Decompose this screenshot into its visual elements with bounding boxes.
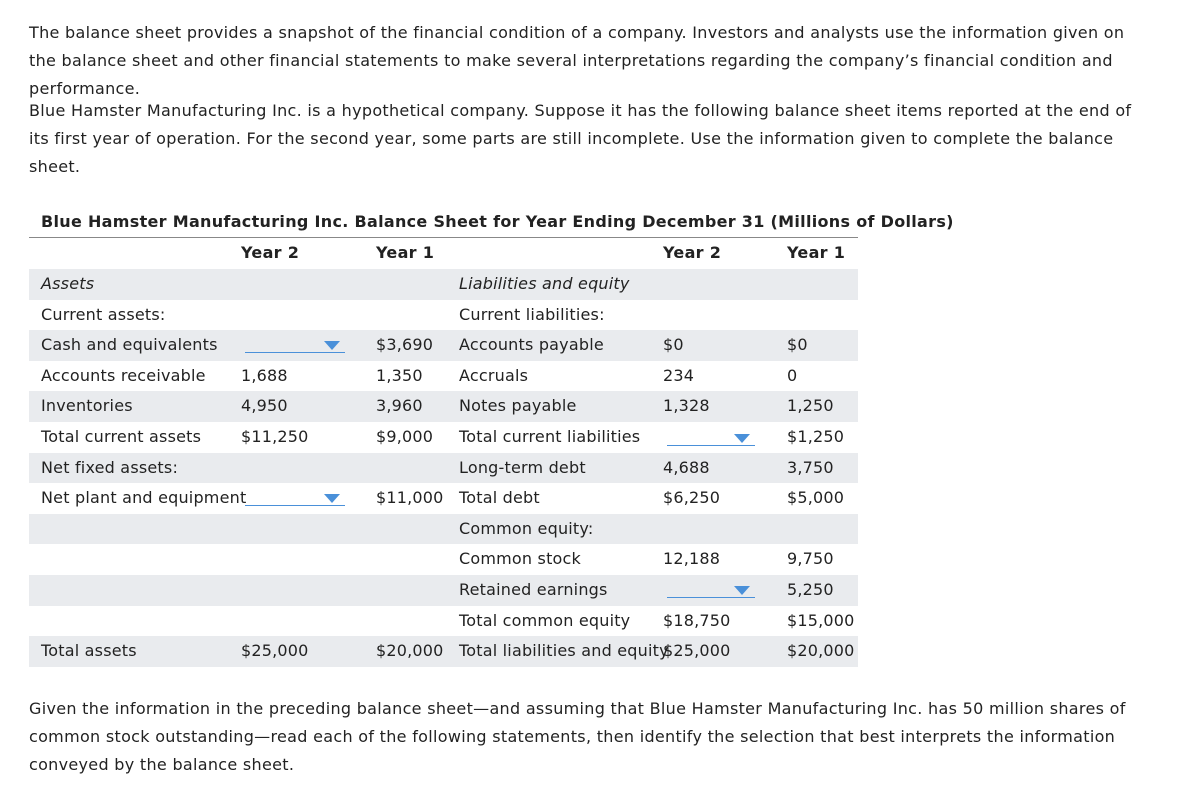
table-row bbox=[29, 391, 858, 422]
row-value-left-y2: 1,688 bbox=[241, 365, 288, 385]
total-current-liabilities-year2-dropdown[interactable] bbox=[667, 431, 755, 446]
row-value-left-y2: $25,000 bbox=[241, 641, 309, 661]
row-label-right: Accounts payable bbox=[459, 335, 604, 355]
intro-paragraph-1: The balance sheet provides a snapshot of the financial condition of a company. Investors and analysts use the information given on the balance sheet and other financial statements to make several interpretations regarding the company’s financial condition and performance. bbox=[29, 23, 1125, 98]
row-value-left-y1: 3,960 bbox=[376, 396, 423, 416]
row-label-left: Inventories bbox=[41, 396, 133, 416]
closing-paragraph: Given the information in the preceding balance sheet—and assuming that Blue Hamster Manufacturing Inc. has 50 million shares of common stock outstanding—read each of the following statements, then identify the selection that best interprets the information conveyed by the balance sheet. bbox=[29, 699, 1126, 774]
row-label-right: Notes payable bbox=[459, 396, 577, 416]
row-label-right: Total debt bbox=[459, 488, 540, 508]
balance-sheet-title: Blue Hamster Manufacturing Inc. Balance Sheet for Year Ending December 31 (Millions of Dollars) bbox=[41, 212, 954, 231]
row-value-right-y1: 9,750 bbox=[787, 549, 834, 569]
row-value-left-y2: 4,950 bbox=[241, 396, 288, 416]
table-row bbox=[29, 636, 858, 667]
row-value-right-y2: 12,188 bbox=[663, 549, 721, 569]
table-row bbox=[29, 269, 858, 300]
row-value-right-y2: 1,328 bbox=[663, 396, 710, 416]
row-value-right-y1: $15,000 bbox=[787, 610, 855, 630]
row-value-right-y1: $20,000 bbox=[787, 641, 855, 661]
row-label-right: Common equity: bbox=[459, 518, 594, 538]
row-value-left-y1: $9,000 bbox=[376, 427, 434, 446]
row-value-right-y1: $5,000 bbox=[787, 488, 845, 508]
row-value-right-y1: $0 bbox=[787, 335, 808, 355]
table-row bbox=[29, 606, 858, 637]
row-value-left-y1: $20,000 bbox=[376, 641, 444, 661]
row-label-right: Common stock bbox=[459, 549, 582, 569]
row-value-left-y2: $11,250 bbox=[241, 427, 309, 446]
table-row bbox=[29, 422, 858, 453]
row-label-right: Total current liabilities bbox=[459, 427, 641, 446]
row-label-right: Liabilities and equity bbox=[459, 274, 630, 293]
header-assets-year1: Year 1 bbox=[376, 243, 435, 262]
row-value-right-y2: 234 bbox=[663, 365, 695, 385]
row-value-right-y1: 3,750 bbox=[787, 457, 834, 477]
row-value-right-y1: 0 bbox=[787, 365, 798, 385]
row-value-left-y1: 1,350 bbox=[376, 365, 423, 385]
row-value-left-y1: $3,690 bbox=[376, 335, 434, 355]
row-label-left: Accounts receivable bbox=[41, 365, 206, 385]
row-value-left-y1: $11,000 bbox=[376, 488, 444, 508]
row-value-right-y2: $6,250 bbox=[663, 488, 721, 508]
table-row bbox=[29, 575, 858, 606]
table-row bbox=[29, 514, 858, 545]
row-value-right-y2: $18,750 bbox=[663, 610, 731, 630]
title-divider bbox=[29, 237, 858, 238]
row-label-left: Current assets: bbox=[41, 304, 166, 324]
table-row bbox=[29, 330, 858, 361]
table-row bbox=[29, 453, 858, 484]
table-row bbox=[29, 483, 858, 514]
row-label-right: Current liabilities: bbox=[459, 304, 605, 324]
row-value-right-y2: $0 bbox=[663, 335, 684, 355]
row-label-left: Total current assets bbox=[41, 427, 202, 446]
table-row bbox=[29, 300, 858, 331]
row-value-right-y1: 1,250 bbox=[787, 396, 834, 416]
row-label-right: Retained earnings bbox=[459, 580, 608, 599]
row-label-right: Total common equity bbox=[459, 610, 631, 630]
intro-paragraph-2: Blue Hamster Manufacturing Inc. is a hypothetical company. Suppose it has the following balance sheet items reported at the end of its first year of operation. For the second year, some parts are still incomplete. Use the information given to complete the balance sheet. bbox=[29, 101, 1132, 176]
row-value-right-y1: 5,250 bbox=[787, 580, 834, 599]
row-label-left: Net fixed assets: bbox=[41, 457, 179, 477]
net-plant-year2-dropdown[interactable] bbox=[245, 491, 345, 506]
row-value-right-y2: 4,688 bbox=[663, 457, 710, 477]
row-label-left: Total assets bbox=[41, 641, 137, 661]
cash-year2-dropdown[interactable] bbox=[245, 338, 345, 353]
header-liabilities-year2: Year 2 bbox=[663, 243, 722, 262]
row-label-left: Assets bbox=[41, 274, 95, 293]
table-row bbox=[29, 361, 858, 392]
row-value-right-y2: $25,000 bbox=[663, 641, 731, 661]
retained-earnings-year2-dropdown[interactable] bbox=[667, 583, 755, 598]
header-liabilities-year1: Year 1 bbox=[787, 243, 846, 262]
row-label-right: Total liabilities and equity bbox=[459, 641, 669, 661]
row-value-right-y1: $1,250 bbox=[787, 427, 845, 446]
row-label-right: Accruals bbox=[459, 365, 529, 385]
row-label-left: Net plant and equipment bbox=[41, 488, 247, 508]
row-label-left: Cash and equivalents bbox=[41, 335, 218, 355]
row-label-right: Long-term debt bbox=[459, 457, 586, 477]
header-assets-year2: Year 2 bbox=[241, 243, 300, 262]
table-row bbox=[29, 544, 858, 575]
